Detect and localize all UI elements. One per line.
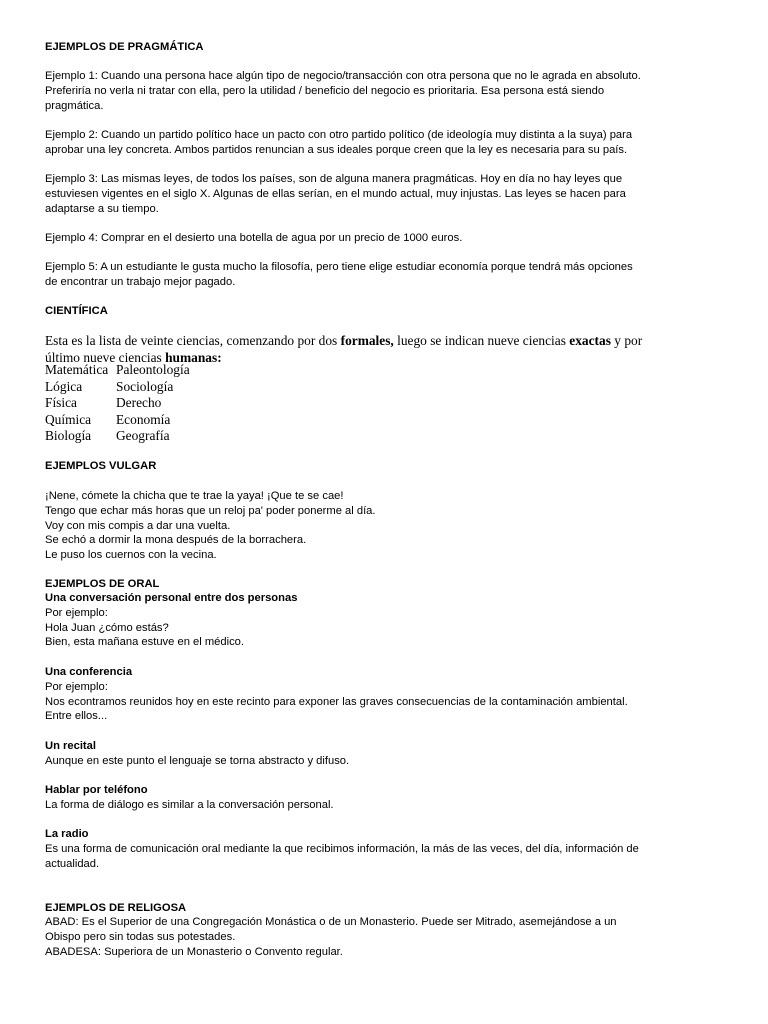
text-line: adaptarse a su tiempo. bbox=[45, 202, 159, 215]
text-line: Ejemplo 2: Cuando un partido político hace un pacto con otro partido político (de ideología muy distinta a la suya) para bbox=[45, 129, 633, 141]
vulgar-heading: EJEMPLOS VULGAR bbox=[45, 460, 157, 472]
intro-bold-formales: formales, bbox=[340, 333, 394, 348]
ciencia-right: Economía bbox=[116, 411, 171, 427]
ciencias-row bbox=[45, 395, 725, 412]
religiosa-heading: EJEMPLOS DE RELIGOSA bbox=[45, 902, 187, 914]
text-line: Por ejemplo: bbox=[45, 680, 108, 693]
ciencia-right: Derecho bbox=[116, 395, 162, 411]
ciencia-left: Química bbox=[45, 411, 92, 427]
oral-recital bbox=[45, 739, 725, 769]
ciencias-row bbox=[45, 428, 725, 445]
pragmatica-example-3 bbox=[45, 172, 725, 216]
pragmatica-heading: EJEMPLOS DE PRAGMÁTICA bbox=[45, 41, 204, 53]
ciencia-right: Paleontología bbox=[116, 362, 190, 377]
section-title: La radio bbox=[45, 828, 89, 840]
text-line bbox=[45, 333, 725, 350]
pragmatica-example-2 bbox=[45, 128, 725, 158]
ciencias-row bbox=[45, 362, 725, 379]
text-line: de encontrar un trabajo mejor pagado. bbox=[45, 275, 236, 288]
text-line: Obispo pero sin todas sus potestades. bbox=[45, 930, 236, 943]
oral-conferencia bbox=[45, 665, 725, 724]
pragmatica-example-1 bbox=[45, 69, 725, 113]
ciencias-row bbox=[45, 379, 725, 396]
oral-radio bbox=[45, 827, 725, 871]
text-line: Ejemplo 1: Cuando una persona hace algún tipo de negocio/transacción con otra persona que no le agrada en absoluto. bbox=[45, 70, 641, 82]
section-title: Una conferencia bbox=[45, 666, 133, 678]
intro-text: último nueve ciencias bbox=[45, 349, 166, 365]
intro-bold-humanas: humanas: bbox=[165, 349, 222, 365]
pragmatica-example-5 bbox=[45, 260, 725, 290]
ciencia-left: Lógica bbox=[45, 378, 83, 394]
oral-telefono bbox=[45, 783, 725, 813]
intro-text: Esta es la lista de veinte ciencias, comenzando por dos bbox=[45, 333, 341, 348]
intro-bold-exactas: exactas bbox=[569, 333, 611, 348]
section-title: Una conversación personal entre dos personas bbox=[45, 592, 298, 604]
text-line: Hola Juan ¿cómo estás? bbox=[45, 621, 169, 634]
ciencia-left: Física bbox=[45, 395, 77, 411]
text-line: Le puso los cuernos con la vecina. bbox=[45, 549, 217, 562]
ciencia-right: Geografía bbox=[116, 428, 170, 444]
text-line: Voy con mis compis a dar una vuelta. bbox=[45, 519, 231, 532]
pragmatica-example-4 bbox=[45, 231, 725, 246]
ciencia-left: Biología bbox=[45, 428, 92, 444]
text-line: Bien, esta mañana estuve en el médico. bbox=[45, 636, 245, 649]
text-line: Nos econtramos reunidos hoy en este recinto para exponer las graves consecuencias de la contaminación ambiental. bbox=[45, 695, 628, 708]
oral-heading: EJEMPLOS DE ORAL bbox=[45, 578, 160, 590]
section-title: Un recital bbox=[45, 740, 96, 752]
text-line: Por ejemplo: bbox=[45, 606, 108, 619]
intro-text: y por bbox=[610, 333, 643, 348]
text-line: ABADESA: Superiora de un Monasterio o Convento regular. bbox=[45, 945, 343, 958]
text-line: aprobar una ley concreta. Ambos partidos renuncian a sus ideales porque creen que la ley es necesaria para su país. bbox=[45, 143, 628, 156]
text-line: Ejemplo 5: A un estudiante le gusta mucho la filosofía, pero tiene elige estudiar economía porque tendrá más opciones bbox=[45, 261, 633, 273]
oral-conversacion bbox=[45, 591, 725, 650]
text-line: Se echó a dormir la mona después de la borrachera. bbox=[45, 534, 307, 547]
ciencia-left: Matemática bbox=[45, 362, 109, 377]
text-line: Ejemplo 4: Comprar en el desierto una botella de agua por un precio de 1000 euros. bbox=[45, 232, 463, 244]
text-line: actualidad. bbox=[45, 857, 100, 870]
text-line: Tengo que echar más horas que un reloj pa' poder ponerme al día. bbox=[45, 504, 376, 517]
text-line: Aunque en este punto el lenguaje se torna abstracto y difuso. bbox=[45, 754, 350, 767]
text-line: estuviesen vigentes en el siglo X. Algunas de ellas serían, en el mundo actual, muy injustas. Las leyes se hacen para bbox=[45, 187, 626, 200]
text-line: pragmática. bbox=[45, 99, 104, 112]
text-line: Ejemplo 3: Las mismas leyes, de todos los países, son de alguna manera pragmáticas. Hoy en día no hay leyes que bbox=[45, 173, 623, 185]
religiosa-examples bbox=[45, 915, 725, 959]
section-title: Hablar por teléfono bbox=[45, 784, 148, 796]
text-line: Es una forma de comunicación oral mediante la que recibimos información, la más de las veces, del día, información de bbox=[45, 842, 639, 855]
text-line: ¡Nene, cómete la chicha que te trae la yaya! ¡Que te se cae! bbox=[45, 490, 344, 502]
cientifica-heading: CIENTÍFICA bbox=[45, 305, 108, 317]
ciencia-right: Sociología bbox=[116, 378, 174, 394]
ciencias-list bbox=[45, 362, 725, 445]
text-line: Preferiría no verla ni tratar con ella, pero la utilidad / beneficio del negocio es prioritaria. Esa persona está siendo bbox=[45, 84, 605, 97]
text-line: Entre ellos... bbox=[45, 710, 108, 723]
text-line: La forma de diálogo es similar a la conversación personal. bbox=[45, 798, 334, 811]
vulgar-examples bbox=[45, 489, 725, 563]
ciencias-row bbox=[45, 412, 725, 429]
text-line: ABAD: Es el Superior de una Congregación Monástica o de un Monasterio. Puede ser Mitrado, asemejándose a un bbox=[45, 916, 617, 928]
intro-text: luego se indican nueve ciencias bbox=[393, 333, 570, 348]
